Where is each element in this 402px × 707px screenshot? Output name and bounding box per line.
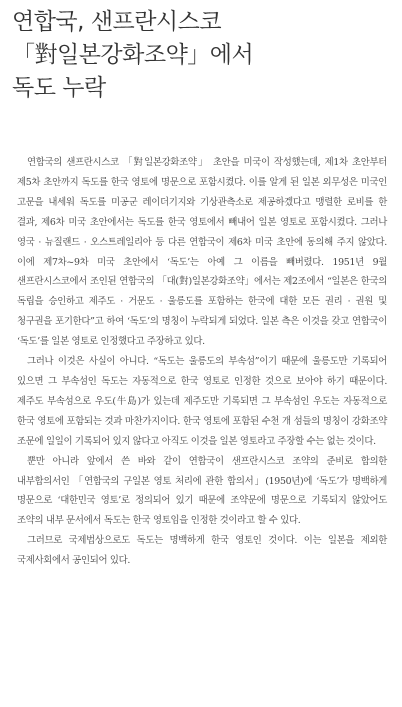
title-line-1: 연합국, 샌프란시스코 [12, 9, 222, 35]
title-line-3: 독도 누락 [12, 75, 106, 101]
paragraph-3: 뿐만 아니라 앞에서 쓴 바와 같이 연합국이 샌프란시스코 조약의 준비로 합의한 내부합의서인 「연합국의 구일본 영토 처리에 관한 합의서」(1950년)에 ‘독도’가 명백하게 명문으로 ‘대한민국 영토’로 정의되어 있기 때문에 조약문에 명문으로 기록되지 않았어도 조약의 내부 문서에서 독도는 한국 영토임을 인정한 것이라고 할 수 있다. [17, 455, 387, 527]
paragraph-2: 그러나 이것은 사실이 아니다. “독도는 울릉도의 부속섬”이기 때문에 울릉도만 기록되어 있으면 그 부속섬인 독도는 자동적으로 한국 영토로 인정한 것으로 보아야 하기 때문이다. 제주도 부속섬으로 우도(牛島)가 있는데 제주도만 기록되면 그 부속섬인 우도는 자동적으로 한국 영토에 포함되는 것과 마찬가지이다. 한국 영토에 포함된 수천 개 섬들의 명칭이 강화조약 조문에 일일이 기록되어 있지 않다고 아직도 이것을 일본 영토라고 주장할 수는 없는 것이다. [17, 356, 387, 447]
paragraph-4: 그러므로 국제법상으로도 독도는 명백하게 한국 영토인 것이다. 이는 일본을 제외한 국제사회에서 공인되어 있다. [17, 535, 387, 567]
article-title [12, 6, 392, 105]
title-line-2: 「對일본강화조약」에서 [12, 42, 254, 68]
paragraph-1: 연합국의 샌프란시스코 「對일본강화조약」 초안을 미국이 작성했는데, 제1차 초안부터 제5차 초안까지 독도를 한국 영토에 명문으로 포함시켰다. 이를 알게 된 일본 외무성은 미국인 고문을 내세워 독도를 미공군 레이더기지와 기상관측소로 제공하겠다고 맹렬한 로비를 한 결과, 제6차 미국 초안에서는 독도를 한국 영토에서 빼내어 일본 영토로 포함시켰다. 그러나 영국 · 뉴질랜드 · 오스트레일리아 등 다른 연합국이 제6차 미국 초안에 동의해 주지 않았다. 이에 제7차~9차 미국 초안에서 ‘독도’는 아예 그 이름을 빼버렸다. 1951년 9월 샌프란시스코에서 조인된 연합국의 「대(對)일본강화조약」에서는 제2조에서 “일본은 한국의 독립을 승인하고 제주도 · 거문도 · 울릉도를 포함하는 한국에 대한 모든 권리 · 권원 및 청구권을 포기한다”고 하여 ‘독도’의 명칭이 누락되게 되었다. 일본 측은 이것을 갖고 연합국이 ‘독도’를 일본 영토로 인정했다고 주장하고 있다. [17, 157, 387, 348]
article-body [17, 153, 387, 571]
